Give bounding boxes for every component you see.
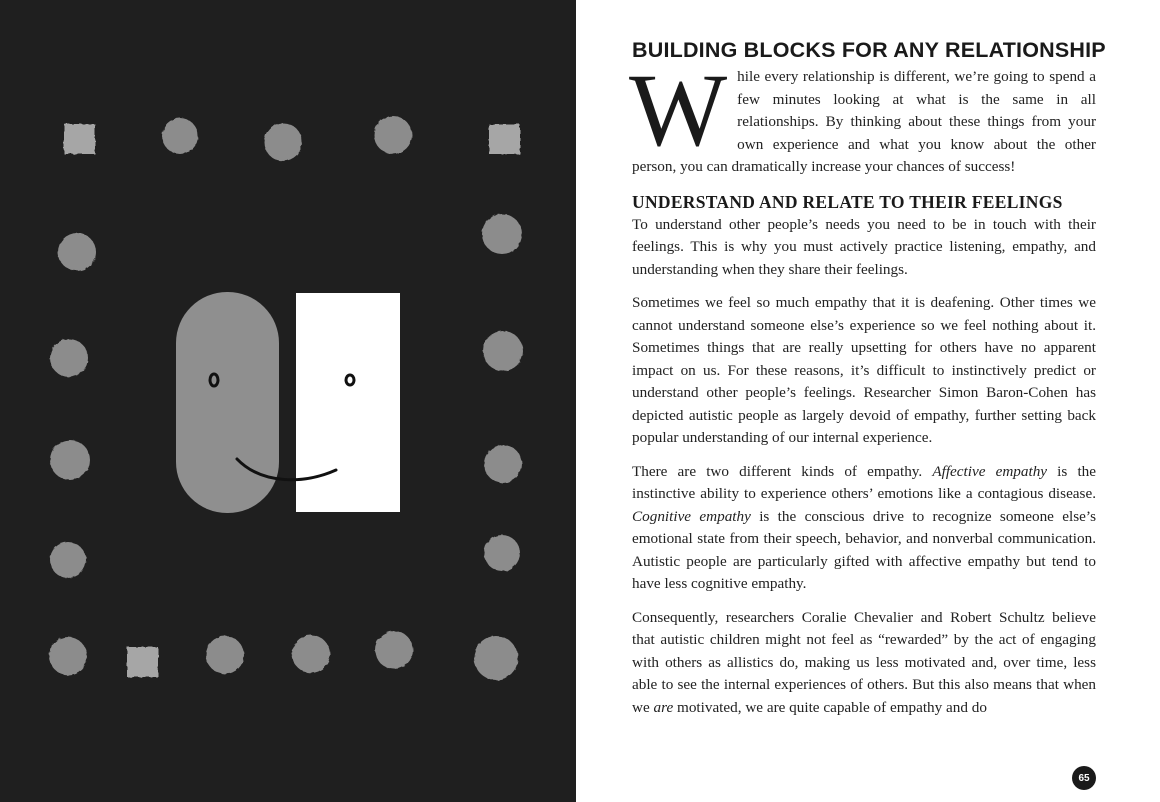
square-shape	[489, 124, 520, 154]
term-affective-empathy: Affective empathy	[932, 462, 1048, 480]
text-run: is the conscious drive to recognize someone else’s emotional state from their speech, behavior, and nonverbal communication. Autistic people are particularly gifted with affective empathy but tend to have less cognitive empathy.	[632, 507, 1096, 592]
section-heading: UNDERSTAND AND RELATE TO THEIR FEELINGS	[632, 191, 1063, 212]
intro-text: hile every relationship is different, we’re going to spend a few minutes looking at what is the same in all relationships. By thinking about these things from your own experience and what you know about the other person, you can dramatically increase your chances of success!	[632, 68, 1096, 175]
intro-paragraph	[629, 53, 1096, 179]
dot-shape	[50, 339, 88, 377]
paragraph-1: To understand other people’s needs you need to be in touch with their feelings. This is why you must actively practice listening, empathy, and understanding when they share their feelings.	[632, 215, 1096, 278]
text-run: Consequently, researchers Coralie Chevalier and Robert Schultz believe that autistic children might not feel as “rewarded” by the act of engaging with others as allistics do, making us less motivated and, over time, less able to see the internal experiences of others. But this also means that when we	[632, 608, 1096, 716]
page-number-badge: 65	[1072, 766, 1096, 790]
dot-shape	[264, 123, 302, 161]
text-run: motivated, we are quite capable of empathy and do	[673, 698, 987, 716]
paragraph-3	[632, 461, 1096, 596]
dot-shape	[483, 331, 523, 371]
two-faces-icon	[176, 292, 400, 513]
dot-shape	[50, 542, 86, 578]
square-shape	[64, 124, 95, 154]
body-text	[629, 53, 1096, 730]
drop-cap: W	[629, 53, 728, 168]
text-page	[576, 0, 1160, 802]
paragraph-2: Sometimes we feel so much empathy that it is deafening. Other times we cannot understand someone else’s experience so we feel nothing about it. Sometimes things that are really upsetting for others have no apparent impact on us. For these reasons, it’s difficult to instinctively predict or understand other people’s feelings. Researcher Simon Baron-Cohen has depicted autistic people as largely devoid of empathy, further setting back popular understanding of our internal experience.	[632, 294, 1096, 446]
dot-shape	[482, 214, 522, 254]
dot-shape	[484, 445, 522, 483]
dot-shape	[484, 535, 520, 571]
paragraph-4	[632, 607, 1096, 720]
border-dots-pattern	[0, 0, 576, 802]
gray-face	[176, 292, 279, 513]
dot-shape	[162, 118, 198, 154]
dot-shape	[292, 635, 330, 673]
dot-shape	[474, 636, 518, 680]
dot-shape	[374, 116, 412, 154]
page-title: BUILDING BLOCKS FOR ANY RELATIONSHIP	[632, 38, 1106, 62]
text-run: is the instinctive ability to experience others’ emotions like a contagious disease.	[632, 462, 1096, 502]
square-shape	[127, 647, 158, 677]
dot-shape	[58, 233, 96, 271]
dot-shape	[375, 631, 413, 669]
dot-shape	[206, 636, 244, 674]
text-run: There are two different kinds of empathy.	[632, 462, 933, 480]
dot-shape	[50, 440, 90, 480]
dot-shape	[49, 637, 87, 675]
emphasis-are: are	[653, 698, 674, 716]
illustration-page	[0, 0, 576, 802]
term-cognitive-empathy: Cognitive empathy	[632, 507, 751, 525]
